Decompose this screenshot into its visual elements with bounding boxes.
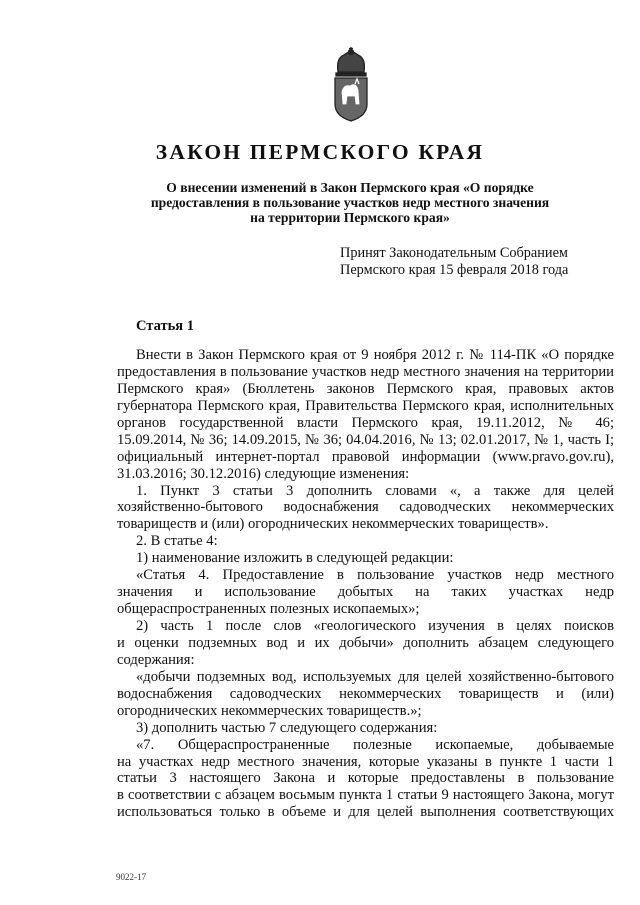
subtitle-line: О внесении изменений в Закон Пермского края «О порядке — [166, 180, 534, 195]
body-line: 15.09.2014, № 36; 14.09.2015, № 36; 04.04.2016, № 13; 02.01.2017, № 1, часть I; — [117, 431, 614, 448]
body-line: хозяйственно-бытового водоснабжения садоводческих некоммерческих — [117, 499, 614, 516]
body-line: на участках недр местного значения, которые указаны в пункте 1 части 1 — [117, 753, 614, 770]
body-line: официальный интернет-портал правовой информации (www.pravo.gov.ru), — [117, 448, 614, 465]
adoption-line: Пермского края 15 февраля 2018 года — [340, 262, 569, 278]
body-line: Пермского края» (Бюллетень законов Пермского края, правовых актов — [117, 380, 614, 397]
body-line: водоснабжения садоводческих некоммерческих товариществ и (или) — [117, 685, 614, 702]
body-line: статьи 3 настоящего Закона и которые предоставлены в пользование — [117, 770, 614, 787]
body-line: Внести в Закон Пермского края от 9 ноября 2012 г. № 114-ПК «О порядке — [136, 347, 614, 363]
document-code: 9022-17 — [116, 872, 146, 882]
body-line: 1. Пункт 3 статьи 3 дополнить словами «, а также для целей — [136, 482, 614, 499]
body-line: товариществ и (или) огороднических некоммерческих товариществ». — [117, 516, 549, 533]
body-line: в соответствии с абзацем восьмым пункта 1 статьи 9 настоящего Закона, могут — [117, 787, 614, 804]
body-line: «7. Общераспространенные полезные ископаемые, добываемые — [136, 736, 614, 753]
body-line: 2. В статье 4: — [136, 533, 218, 550]
article-body — [117, 347, 614, 821]
body-line: губернатора Пермского края, Правительства Пермского края, исполнительных — [117, 397, 614, 414]
article-heading: Статья 1 — [136, 318, 194, 334]
body-line: 1) наименование изложить в следующей редакции: — [136, 550, 454, 567]
body-line: содержания: — [117, 651, 195, 668]
document-title: ЗАКОН ПЕРМСКОГО КРАЯ — [155, 140, 485, 164]
adoption-line: Принят Законодательным Собранием — [340, 245, 568, 261]
body-line: огороднических некоммерческих товариществ.»; — [117, 702, 422, 719]
body-line: 2) часть 1 после слов «геологического изучения в целях поисков — [136, 618, 614, 634]
body-line: органов государственной власти Пермского края, 19.11.2012, № 46; — [117, 414, 614, 431]
subtitle-line: предоставления в пользование участков недр местного значения — [150, 195, 550, 210]
body-line: «Статья 4. Предоставление в пользование участков недр местного — [136, 567, 614, 584]
body-line: 31.03.2016; 30.12.2016) следующие изменения: — [117, 465, 410, 482]
body-line: 3) дополнить частью 7 следующего содержания: — [136, 719, 438, 736]
body-line: предоставления в пользование участков недр местного значения на территории — [117, 363, 614, 380]
body-line: «добычи подземных вод, используемых для целей хозяйственно-бытового — [136, 668, 614, 685]
body-line: использоваться только в объеме и для целей выполнения соответствующих — [117, 804, 614, 821]
document-subtitle — [150, 180, 550, 225]
body-line: общераспространенных полезных ископаемых»; — [117, 601, 420, 618]
body-line: значения и использование добытых на таких участках недр — [117, 584, 614, 601]
body-line: и оценки подземных вод и их добычи» дополнить абзацем следующего — [117, 634, 614, 651]
adoption-note — [340, 245, 568, 279]
subtitle-line: на территории Пермского края» — [250, 210, 450, 225]
coat-of-arms-icon — [328, 46, 374, 122]
